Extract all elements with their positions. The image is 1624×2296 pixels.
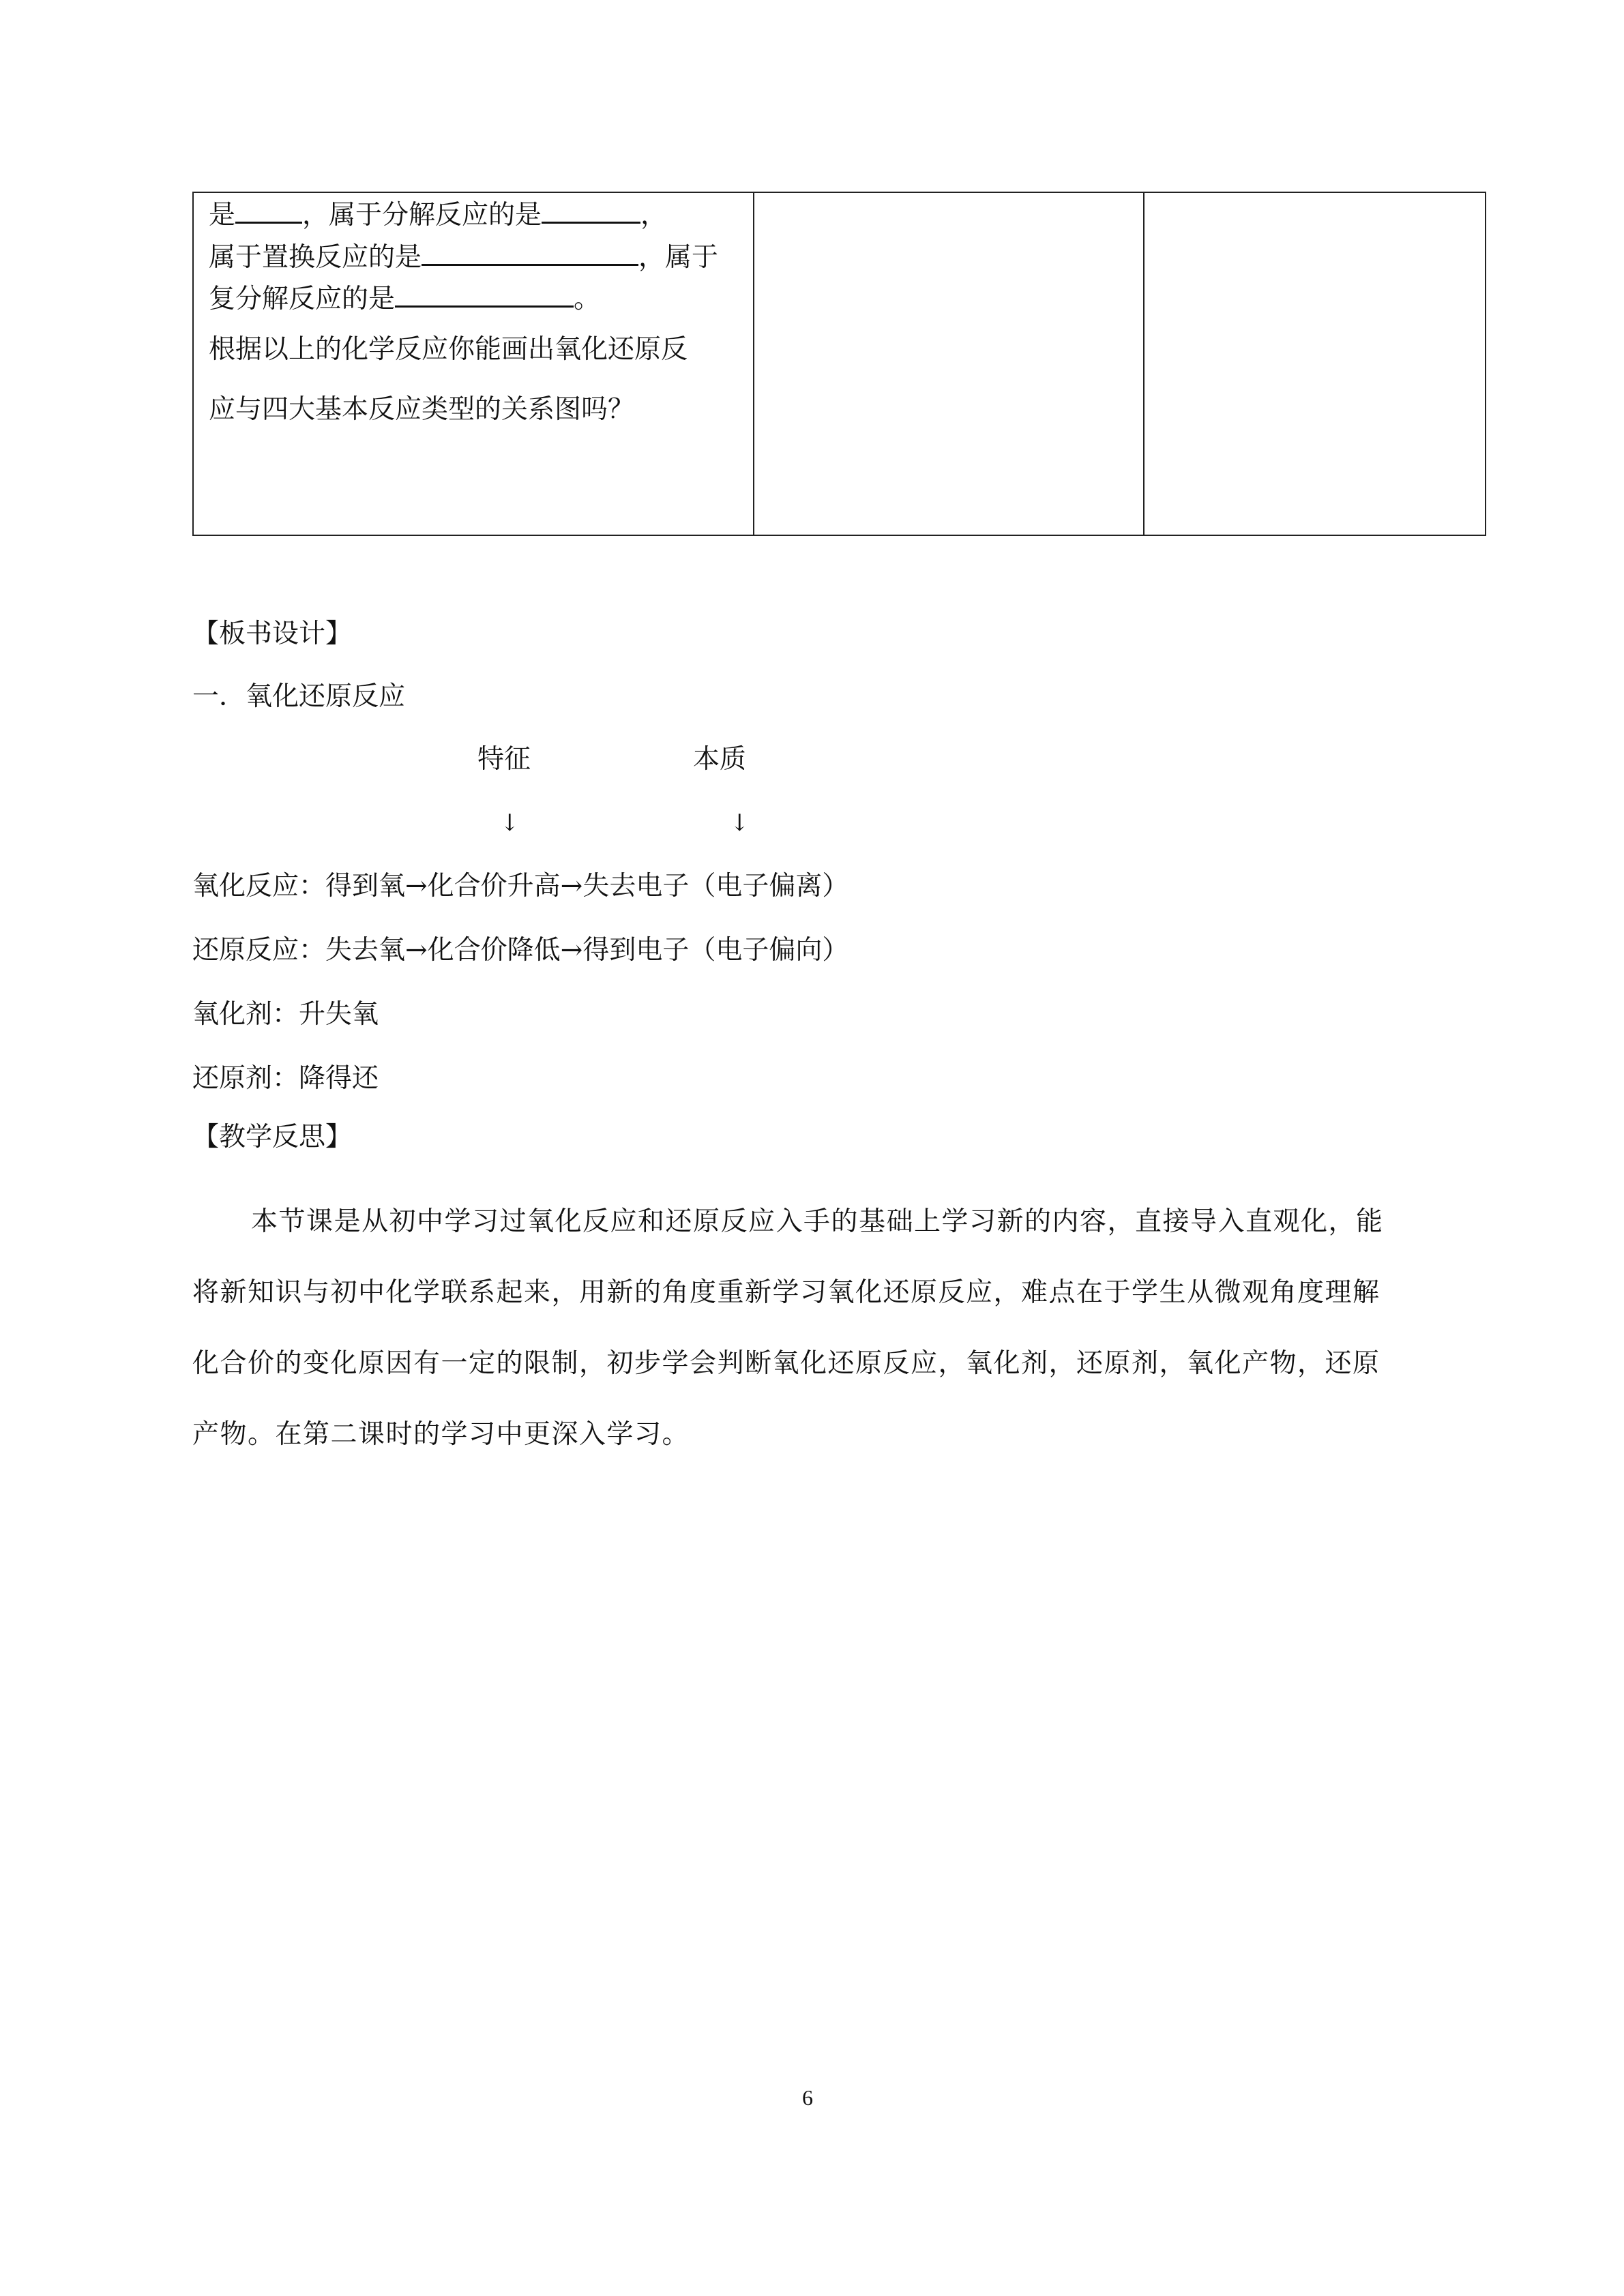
down-arrow-icon: ↓ [500, 809, 520, 837]
oxidant-line: 氧化剂：升失氧 [192, 999, 379, 1030]
answer-blank [422, 241, 638, 266]
reflection-heading: 【教学反思】 [192, 1122, 353, 1152]
blank-suffix: 。 [574, 284, 601, 314]
oxidation-reaction-line: 氧化反应：得到氧→化合价升高→失去电子（电子偏离） [192, 871, 849, 901]
fill-blank-line-1 [209, 198, 667, 228]
page-number: 6 [802, 2085, 813, 2110]
blank-prefix: 属于置换反应的是 [209, 242, 422, 273]
blank-suffix: ，属于 [638, 242, 719, 273]
reflection-paragraph [192, 1187, 1420, 1470]
blank-prefix: 复分解反应的是 [209, 284, 396, 314]
blank-prefix: ，属于分解反应的是 [302, 200, 542, 230]
reductant-line: 还原剂：降得还 [192, 1063, 379, 1094]
table-column-divider [1143, 193, 1145, 535]
fill-blank-line-2 [209, 241, 718, 271]
reduction-reaction-line: 还原反应：失去氧→化合价降低→得到电子（电子偏向） [192, 935, 849, 966]
lesson-table [192, 192, 1486, 536]
paragraph-line: 化合价的变化原因有一定的限制，初步学会判断氧化还原反应，氧化剂，还原剂，氧化产物，还原 [192, 1348, 1381, 1379]
down-arrow-icon: ↓ [730, 809, 750, 837]
question-line: 应与四大基本反应类型的关系图吗？ [209, 394, 635, 425]
section-title: 一．氧化还原反应 [192, 681, 406, 712]
answer-blank [542, 198, 640, 224]
paragraph-line: 本节课是从初中学习过氧化反应和还原反应入手的基础上学习新的内容，直接导入直观化，能 [251, 1206, 1384, 1237]
answer-blank [395, 282, 574, 308]
blank-suffix: ， [640, 200, 668, 230]
blank-prefix: 是 [209, 200, 236, 230]
board-design-heading: 【板书设计】 [192, 618, 353, 649]
table-column-divider [753, 193, 754, 535]
question-line: 根据以上的化学反应你能画出氧化还原反 [209, 334, 688, 365]
answer-blank [235, 198, 302, 224]
paragraph-line: 产物。在第二课时的学习中更深入学习。 [192, 1419, 690, 1450]
essence-label: 本质 [693, 744, 747, 775]
paragraph-line: 将新知识与初中化学联系起来，用新的角度重新学习氧化还原反应，难点在于学生从微观角度理解 [192, 1277, 1381, 1308]
feature-label: 特征 [477, 744, 531, 775]
fill-blank-line-3 [209, 282, 600, 312]
